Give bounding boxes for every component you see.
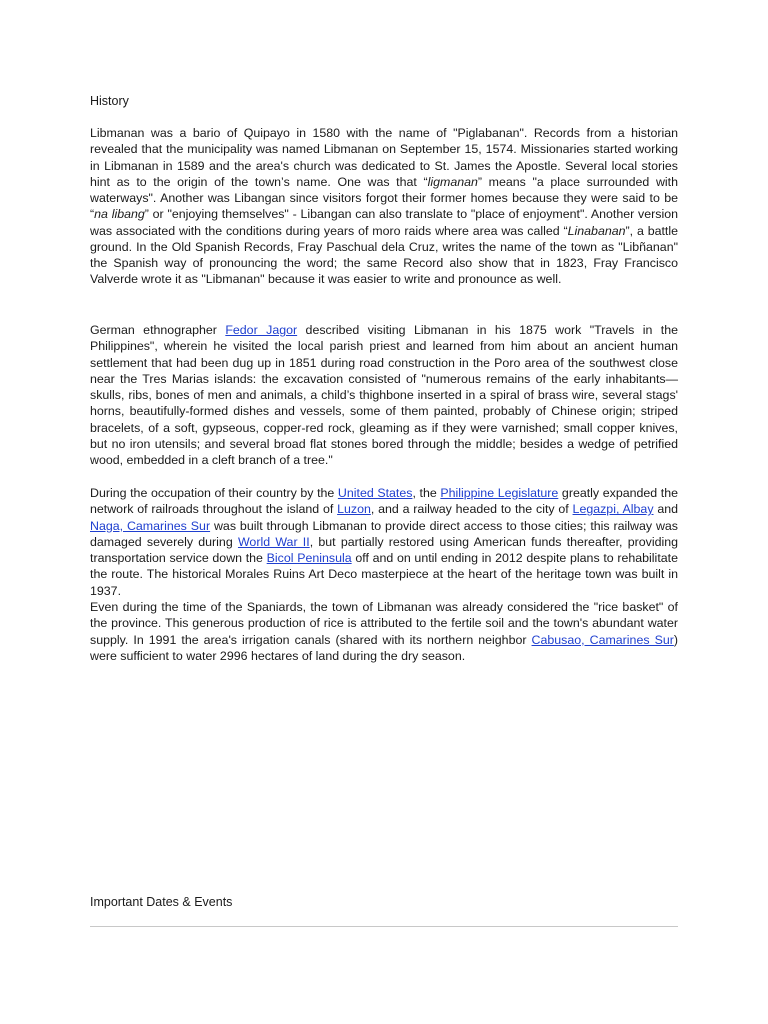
paragraph-text: was built through Libmanan to provide direct access to those cities; this railway was damaged severely during	[90, 518, 679, 549]
paragraph-text: , the	[412, 486, 441, 500]
paragraph-text: off and on until ending in 2012 despite plans to rehabilitate the route. The historical Morales Ruins Art Deco masterpiece at the heart of the heritage town was built in 1937.	[90, 551, 678, 598]
paragraph-text: ”, a battle ground. In the Old Spanish Records, Fray Paschual dela Cruz, writes the name of the town as "Libñanan" the Spanish way of pronouncing the word; the same Record also show that in 1823, Fray Francisco Valverde wrote it as "Libmanan" because it was easier to write and pronounce as well.	[90, 223, 679, 287]
paragraph-text: Libmanan was a bario of Quipayo in 1580 with the name of "Piglabanan". Records from a historian revealed that the municipality was named Libmanan on September 15, 1574. Missionaries started working in Libmanan in 1589 and the area's church was dedicated to St. James the Apostle. Several local stories hint as to the origin of the town’s name. One was that “	[90, 126, 678, 189]
paragraph-text: described visiting Libmanan in his 1875 work "Travels in the Philippines", wherein he visited the local parish priest and learned from him about an ancient human settlement that had been dug up in 1851 during road construction in the Poro area of the southwest close near the Tres Marias islands: the excavation consisted of "numerous remains of the early inhabitants—skulls, ribs, bones of men and animals, a child’s thighbone inserted in a spiral of brass wire, several stags' horns, beautifully-formed dishes and vessels, some of them painted, probably of Chinese origin; striped bracelets, of a soft, gypseous, copper-red rock, gleaming as if they were varnished; small copper knives, but no iron utensils; and several broad flat stones bored through the middle; besides a wedge of petrified wood, embedded in a cleft branch of a tree."	[90, 323, 679, 467]
link-united-states[interactable]: United States	[337, 486, 413, 500]
history-paragraph-rice-basket	[90, 599, 678, 664]
italic-term-ligmanan: ligmanan	[427, 174, 478, 189]
paragraph-text: During the occupation of their country by the	[90, 486, 338, 500]
italic-term-linabanan: Linabanan	[567, 223, 626, 238]
link-philippine-legislature[interactable]: Philippine Legislature	[440, 486, 559, 500]
italic-term-na-libang: na libang	[94, 207, 145, 222]
paragraph-text: ” means "a place surrounded with waterways". Another was Libangan since visitors forgot their former homes because they were said to be “	[90, 174, 678, 222]
paragraph-text: , but partially restored using American funds thereafter, providing transportation service down the	[90, 534, 679, 565]
paragraph-text: , and a railway headed to the city of	[370, 502, 573, 517]
link-legazpi-albay[interactable]: Legazpi, Albay	[572, 502, 654, 517]
paragraph-text: Even during the time of the Spaniards, the town of Libmanan was already considered the "rice basket" of the province. This generous production of rice is attributed to the fertile soil and the town's abundant water supply. In 1991 the area's irrigation canals (shared with its northern neighbor	[90, 600, 678, 647]
link-fedor-jagor[interactable]: Fedor Jagor	[225, 323, 298, 337]
history-paragraph-jagor	[90, 322, 678, 468]
horizontal-divider	[90, 926, 678, 927]
history-paragraph-origin	[90, 125, 678, 288]
link-cabusao-camarines-sur[interactable]: Cabusao, Camarines Sur	[531, 632, 674, 647]
link-luzon[interactable]: Luzon	[337, 502, 371, 517]
link-bicol-peninsula[interactable]: Bicol Peninsula	[266, 551, 352, 565]
link-world-war-ii[interactable]: World War II	[237, 534, 310, 549]
paragraph-text: greatly expanded the network of railroads throughout the island of	[90, 486, 678, 517]
section-heading-history: History	[90, 94, 129, 108]
paragraph-text: ) were sufficient to water 2996 hectares of land during the dry season.	[90, 632, 678, 663]
history-paragraph-railroads	[90, 485, 678, 599]
paragraph-text: ” or "enjoying themselves" - Libangan can also translate to "place of enjoyment". Another version was associated with the conditions during years of moro raids where area was called “	[90, 207, 678, 238]
paragraph-text: German ethnographer	[90, 323, 226, 337]
paragraph-text: and	[653, 502, 678, 517]
link-naga-camarines-sur[interactable]: Naga, Camarines Sur	[90, 518, 211, 533]
section-heading-important-dates: Important Dates & Events	[90, 895, 233, 909]
